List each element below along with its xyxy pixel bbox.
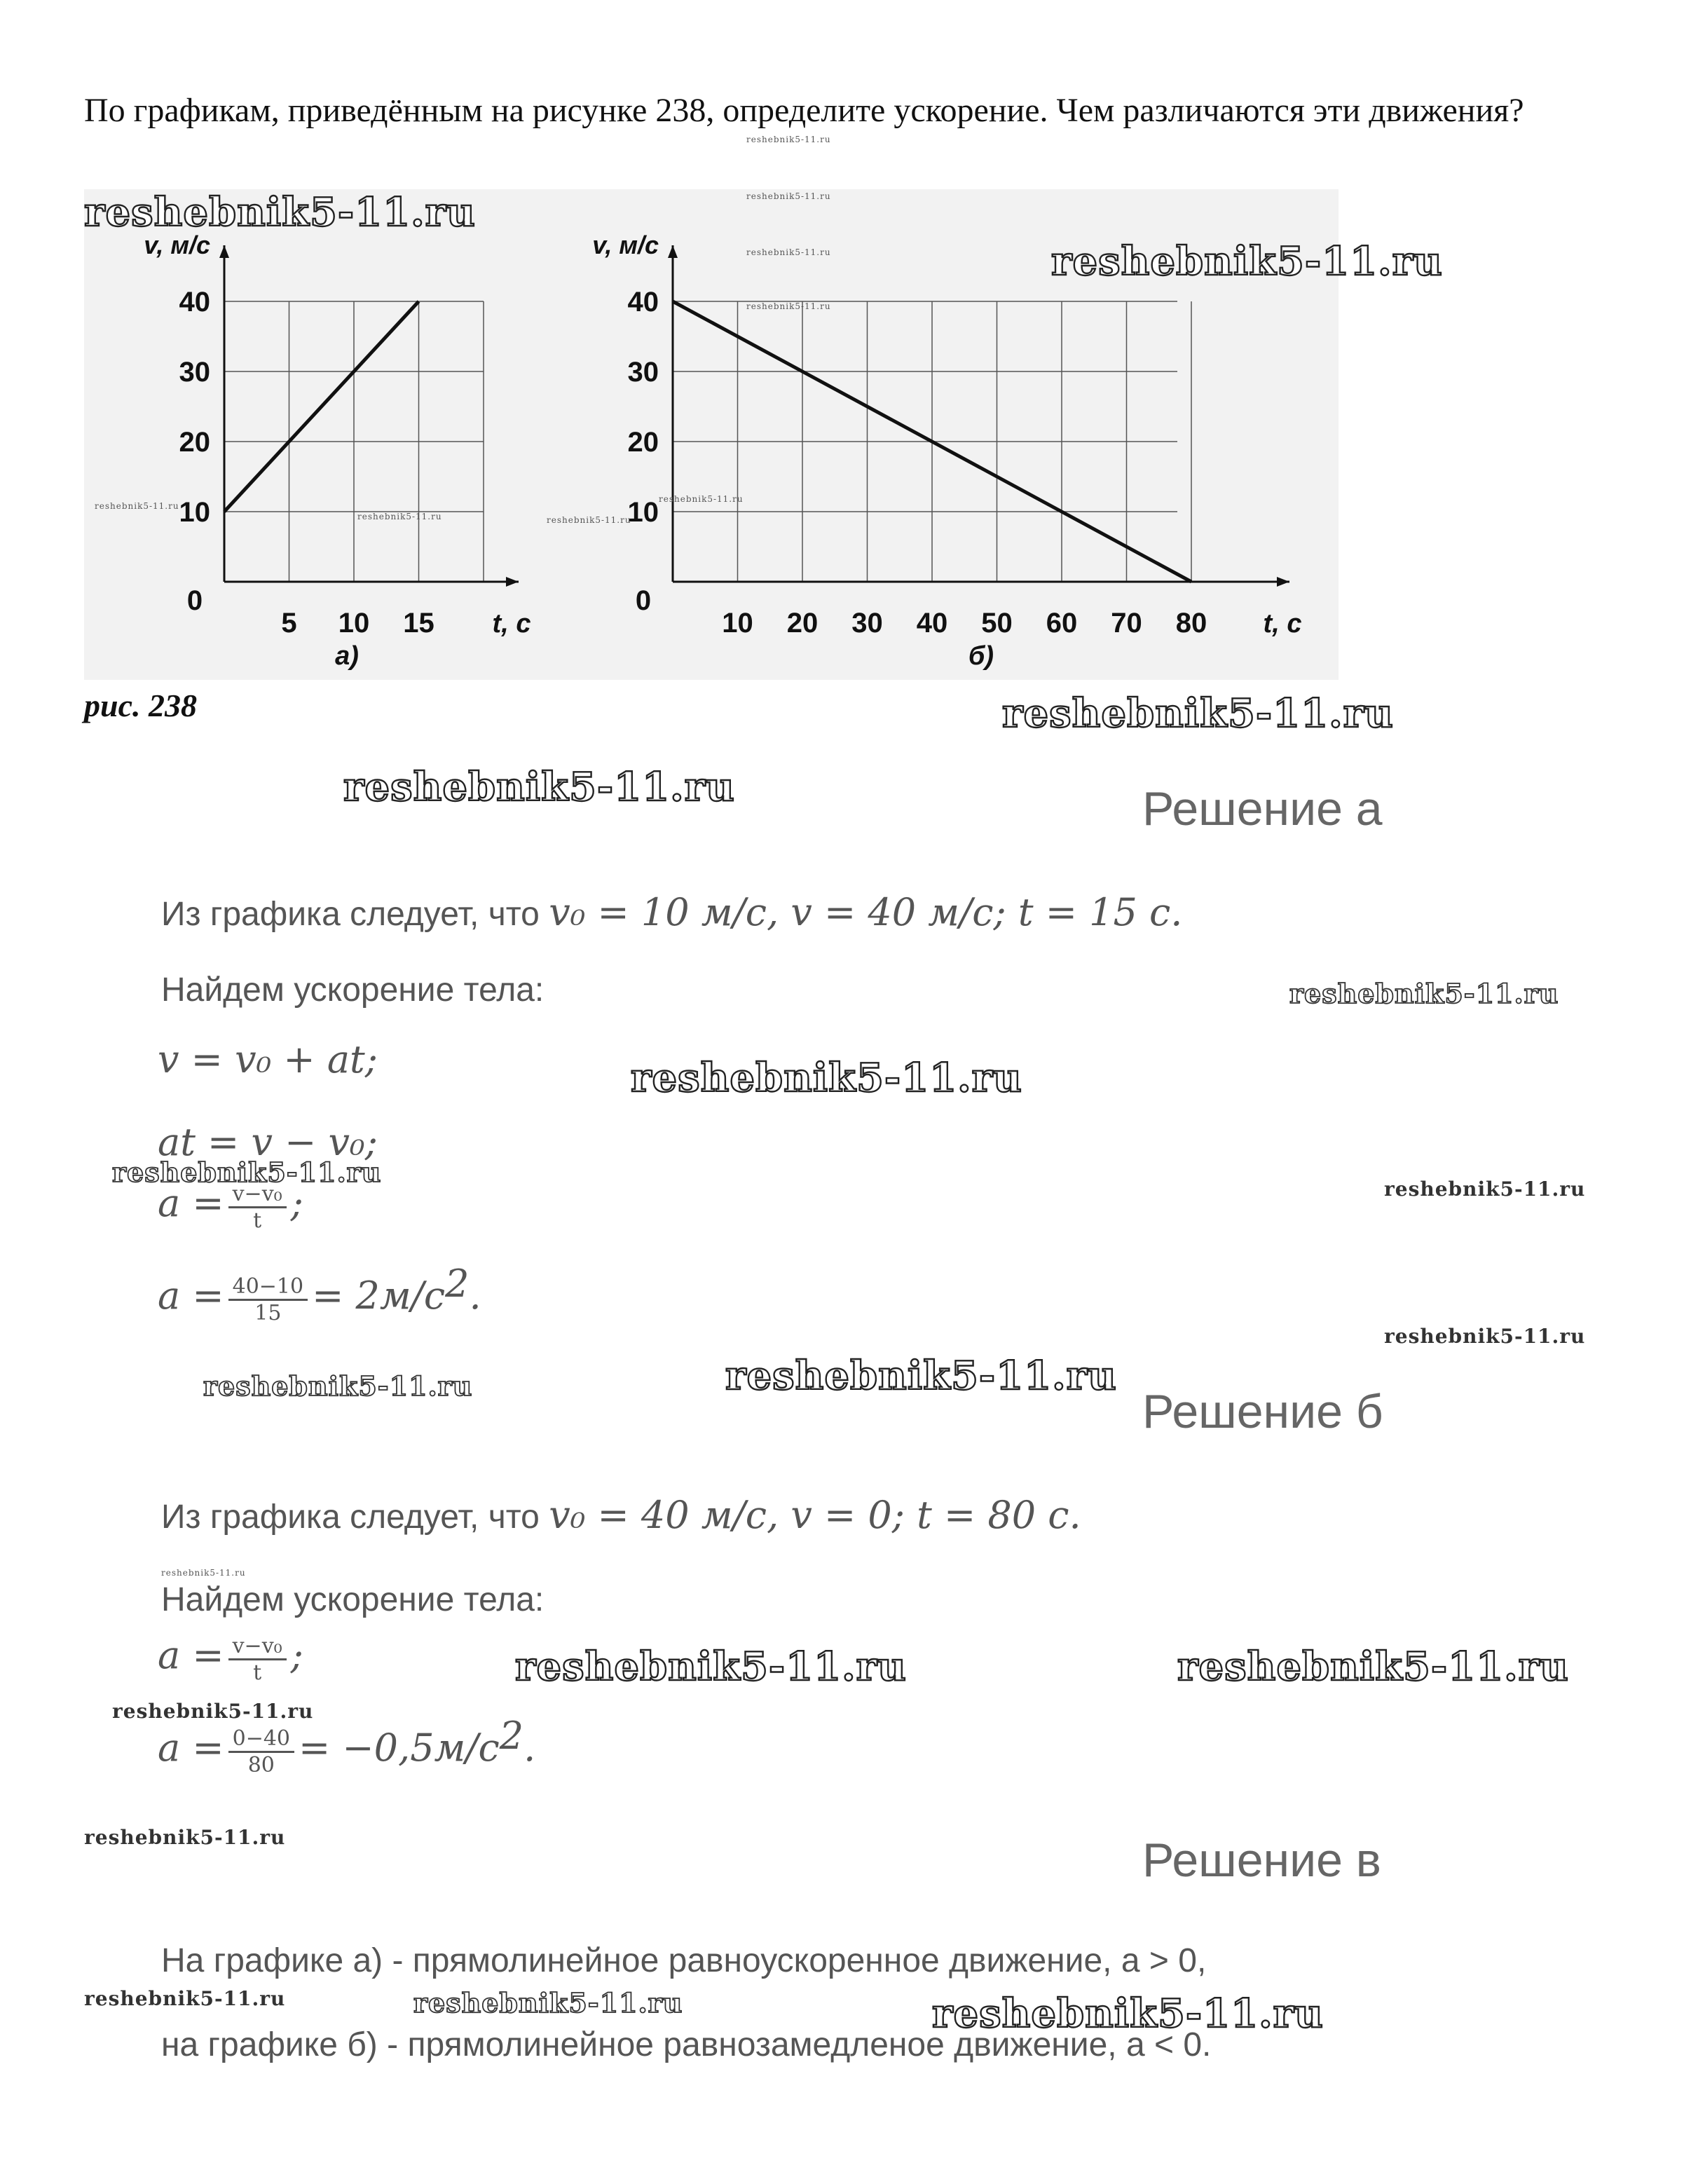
solution-a-eq4-den: 15 <box>254 1300 282 1325</box>
solution-b-eq1-end: ; <box>290 1633 303 1677</box>
x-tick-label: 5 <box>281 608 297 639</box>
x-tick-label: 15 <box>403 608 434 639</box>
watermark: reshebnik5-11.ru <box>112 1156 382 1188</box>
y-tick-label: 30 <box>627 357 659 388</box>
x-tick-label: 40 <box>916 608 948 639</box>
solution-c-line1: На графике а) - прямолинейное равноускоренное движение, a > 0, <box>161 1942 1207 1979</box>
x-tick-label: 20 <box>786 608 819 639</box>
solution-b-eq1-fraction <box>228 1634 287 1685</box>
y-tick-label: 40 <box>179 287 210 318</box>
solution-a-eq1: v = v₀ + at; <box>158 1037 378 1081</box>
solution-a-eq2: at = v − v₀; <box>158 1120 378 1164</box>
solution-b-eq2-den: 80 <box>247 1752 275 1777</box>
x-tick-label: 70 <box>1111 608 1142 639</box>
solution-b-given-values: v₀ = 40 м/с, v = 0; t = 80 с. <box>549 1493 1081 1537</box>
solution-a-eq3 <box>158 1181 303 1233</box>
watermark: reshebnik5-11.ru <box>1002 690 1394 737</box>
solution-a-eq3-den: t <box>253 1208 262 1233</box>
chart-a <box>84 231 547 680</box>
watermark: reshebnik5-11.ru <box>1051 238 1443 285</box>
solution-b-eq2 <box>158 1714 535 1777</box>
problem-text: По графикам, приведённым на рисунке 238, определите ускорение. Чем различаются эти движения? <box>84 92 1524 129</box>
watermark: reshebnik5-11.ru <box>112 1700 314 1723</box>
solution-a-heading: Решение а <box>1142 782 1383 835</box>
solution-b-eq1-lhs: a = <box>158 1633 224 1677</box>
x-axis-arrow <box>1277 577 1289 587</box>
y-tick-label: 30 <box>179 357 210 388</box>
solution-b-eq1-num: v−v₀ <box>228 1634 287 1660</box>
y-axis-label: v, м/с <box>144 231 210 259</box>
chart-label: а) <box>335 641 359 671</box>
watermark: reshebnik5-11.ru <box>1384 1325 1586 1348</box>
solution-a-eq4-fraction <box>228 1274 308 1325</box>
watermark: reshebnik5-11.ru <box>84 189 476 236</box>
solution-b-eq2-num: 0−40 <box>228 1726 294 1753</box>
solution-a-given-prefix: Из графика следует, что <box>161 896 540 933</box>
watermark: reshebnik5-11.ru <box>1289 978 1559 1009</box>
watermark: reshebnik5-11.ru <box>1177 1644 1569 1690</box>
solution-a-find: Найдем ускорение тела: <box>161 971 545 1009</box>
solution-a-eq3-end: ; <box>290 1181 303 1225</box>
solution-b-eq2-end: . <box>523 1726 536 1770</box>
watermark: reshebnik5-11.ru <box>659 494 744 504</box>
origin-label: 0 <box>186 585 203 616</box>
watermark: reshebnik5-11.ru <box>357 512 442 521</box>
solution-b-given <box>161 1493 1081 1537</box>
x-tick-label: 50 <box>981 608 1013 639</box>
watermark: reshebnik5-11.ru <box>413 1987 683 2019</box>
origin-label: 0 <box>635 585 652 616</box>
y-axis-arrow <box>668 245 678 258</box>
x-tick-label: 30 <box>851 608 883 639</box>
solution-b-given-prefix: Из графика следует, что <box>161 1499 540 1536</box>
y-tick-label: 40 <box>627 287 659 318</box>
solution-a-eq4-rhs: = 2м/с <box>312 1274 446 1318</box>
watermark: reshebnik5-11.ru <box>1384 1178 1586 1201</box>
watermark: reshebnik5-11.ru <box>84 1826 286 1849</box>
solution-a-given-values: v₀ = 10 м/с, v = 40 м/с; t = 15 с. <box>549 890 1183 934</box>
watermark: reshebnik5-11.ru <box>547 515 631 525</box>
solution-b-eq2-lhs: a = <box>158 1726 224 1770</box>
y-axis-arrow <box>219 245 229 258</box>
solution-a-eq4-lhs: a = <box>158 1274 224 1318</box>
solution-b-eq2-fraction <box>228 1726 294 1777</box>
solution-a-eq3-lhs: a = <box>158 1181 224 1225</box>
x-axis-label: t, с <box>1263 609 1302 639</box>
chart-b <box>533 231 1317 680</box>
watermark: reshebnik5-11.ru <box>746 301 831 311</box>
solution-a-eq4 <box>158 1262 481 1325</box>
watermark: reshebnik5-11.ru <box>746 135 831 144</box>
watermark: reshebnik5-11.ru <box>515 1644 907 1690</box>
solution-b-find: Найдем ускорение тела: <box>161 1581 545 1618</box>
y-tick-label: 20 <box>627 427 659 458</box>
y-axis-label: v, м/с <box>592 231 659 259</box>
x-tick-label: 60 <box>1046 608 1078 639</box>
watermark: reshebnik5-11.ru <box>746 191 831 201</box>
y-tick-label: 10 <box>627 497 659 528</box>
watermark: reshebnik5-11.ru <box>161 1568 246 1578</box>
data-line <box>224 301 419 512</box>
watermark: reshebnik5-11.ru <box>631 1055 1022 1101</box>
watermark: reshebnik5-11.ru <box>932 1991 1324 2037</box>
solution-a-eq3-fraction <box>228 1182 287 1233</box>
chart-label: б) <box>968 641 994 671</box>
solution-b-eq1 <box>158 1633 303 1685</box>
solution-a-given <box>161 890 1182 934</box>
watermark: reshebnik5-11.ru <box>95 501 179 511</box>
solution-c-heading: Решение в <box>1142 1834 1381 1887</box>
x-tick-label: 80 <box>1175 608 1207 639</box>
watermark: reshebnik5-11.ru <box>203 1370 473 1402</box>
figure-caption: рис. 238 <box>84 688 197 723</box>
solution-b-eq1-den: t <box>253 1660 262 1685</box>
watermark: reshebnik5-11.ru <box>84 1987 286 2010</box>
solution-b-eq2-exp: 2 <box>499 1714 524 1758</box>
x-axis-label: t, с <box>492 609 531 639</box>
solution-a-eq4-exp: 2 <box>445 1262 470 1306</box>
solution-b-heading: Решение б <box>1142 1385 1383 1438</box>
x-axis-arrow <box>506 577 519 587</box>
watermark: reshebnik5-11.ru <box>725 1353 1117 1399</box>
solution-a-eq3-num: v−v₀ <box>228 1182 287 1208</box>
x-tick-label: 10 <box>338 608 370 639</box>
solution-a-eq4-num: 40−10 <box>228 1274 308 1301</box>
solution-b-eq2-rhs: = −0,5м/с <box>299 1726 500 1770</box>
y-tick-label: 20 <box>179 427 210 458</box>
x-tick-label: 10 <box>722 608 753 639</box>
solution-a-eq4-end: . <box>469 1274 481 1318</box>
y-tick-label: 10 <box>179 497 210 528</box>
solution-c-line2: на графике б) - прямолинейное равнозамедленое движение, a < 0. <box>161 2026 1212 2063</box>
watermark: reshebnik5-11.ru <box>343 764 735 810</box>
watermark: reshebnik5-11.ru <box>746 247 831 257</box>
